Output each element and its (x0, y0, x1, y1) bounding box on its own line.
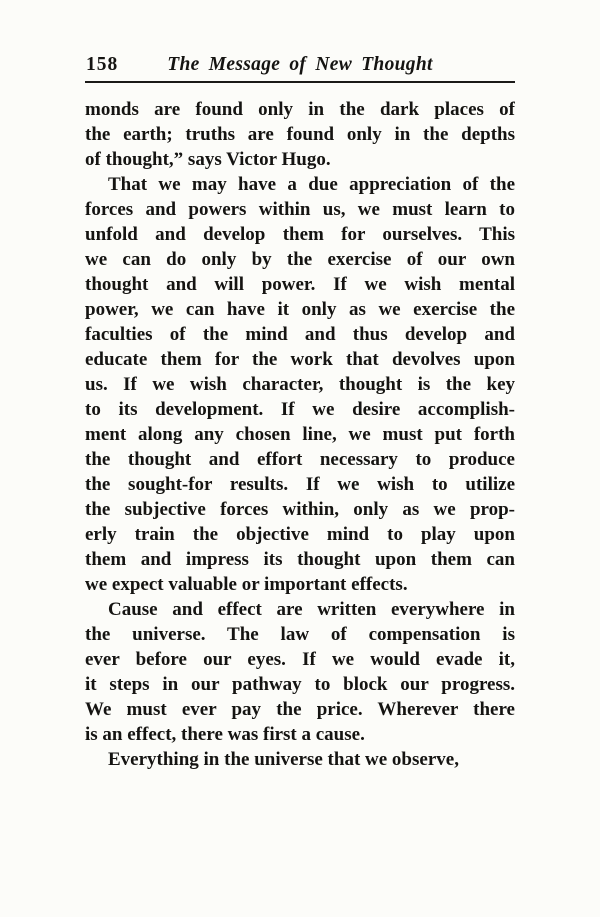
text-line: Everything in the universe that we observe, (108, 749, 459, 770)
running-header (85, 53, 515, 77)
text-column (85, 53, 515, 772)
text-line: power, we can have it only as we exercise the (85, 299, 515, 320)
text-line: is an effect, there was first a cause. (85, 724, 365, 745)
page-body (85, 97, 515, 772)
text-line: faculties of the mind and thus develop and (85, 324, 515, 345)
header-rule (85, 81, 515, 83)
text-line: unfold and develop them for ourselves. This (85, 224, 515, 245)
text-line: the thought and effort necessary to produce (85, 449, 515, 470)
text-line: ever before our eyes. If we would evade it, (85, 649, 515, 670)
text-line: thought and will power. If we wish mental (85, 274, 515, 295)
text-line: erly train the objective mind to play upon (85, 524, 515, 545)
text-line: Cause and effect are written everywhere in (108, 599, 515, 620)
text-line: the subjective forces within, only as we prop- (85, 499, 515, 520)
text-line: the universe. The law of compensation is (85, 624, 515, 645)
running-title: The Message of New Thought (167, 54, 433, 75)
page-number: 158 (86, 54, 119, 75)
text-line: We must ever pay the price. Wherever there (85, 699, 515, 720)
text-line: us. If we wish character, thought is the key (85, 374, 515, 395)
text-line: the sought-for results. If we wish to utilize (85, 474, 515, 495)
text-line: we can do only by the exercise of our own (85, 249, 515, 270)
text-line: ment along any chosen line, we must put forth (85, 424, 515, 445)
text-line: it steps in our pathway to block our progress. (85, 674, 515, 695)
text-line: educate them for the work that devolves upon (85, 349, 515, 370)
text-line: to its development. If we desire accomplish- (85, 399, 515, 420)
text-line: the earth; truths are found only in the depths (85, 124, 515, 145)
text-line: That we may have a due appreciation of the (108, 174, 515, 195)
text-line: them and impress its thought upon them can (85, 549, 515, 570)
text-line: forces and powers within us, we must learn to (85, 199, 515, 220)
text-line: monds are found only in the dark places of (85, 99, 515, 120)
text-line: we expect valuable or important effects. (85, 574, 408, 595)
text-line: of thought,” says Victor Hugo. (85, 149, 331, 170)
